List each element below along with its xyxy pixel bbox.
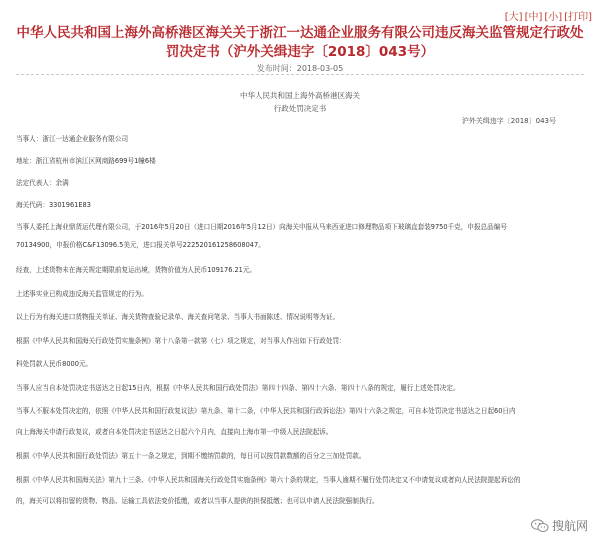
paragraph-facts-2: 70134900，申报价格C&F13096.5美元，进口报关单号222520161258608047。	[16, 241, 265, 249]
size-medium-link[interactable]: [中]	[524, 12, 543, 23]
publish-date: 发布时间：2018-03-05	[256, 64, 344, 73]
paragraph-customs-code: 海关代码：3301961E83	[16, 201, 91, 209]
doc-header-number: 沪外关缉违字〔2018〕043号	[461, 117, 556, 125]
size-large-link[interactable]: [大]	[504, 12, 523, 23]
page-title: 中华人民共和国上海外高桥港区海关关于浙江一达通企业服务有限公司违反海关监管规定行政处罚决定书（沪外关缉违字〔2018〕043号）	[16, 25, 584, 60]
paragraph-late-fee: 根据《中华人民共和国行政处罚法》第五十一条之规定，到期不缴纳罚款的，每日可以按罚款数额的百分之三加处罚款。	[16, 452, 366, 460]
paragraph-facts-1: 当事人委托上海业鼎货运代理有限公司，于2016年5月20日（进口日期2016年5月12日）向海关申报从马来西亚进口修理物品项下玻璃直套装9750千克，申报总品编号	[16, 223, 507, 231]
paragraph-address: 地址：浙江省杭州市滨江区网商路699号1幢6楼	[16, 157, 156, 165]
watermark-text: 搜航网	[551, 519, 588, 533]
paragraph-party: 当事人：浙江一达通企业服务有限公司	[16, 135, 129, 143]
paragraph-finding: 经查，上述货物未在海关规定期限前复运出境，货物价值为人民币109176.21元。	[16, 266, 257, 274]
paragraph-violation: 上述事实业已构成违反海关监管规定的行为。	[16, 290, 148, 298]
font-size-links	[503, 8, 592, 23]
paragraph-basis: 根据《中华人民共和国海关行政处罚实施条例》第十八条第一款第（七）项之规定，对当事人作出如下行政处罚：	[16, 337, 346, 345]
paragraph-enforcement-2: 的，海关可以将扣留的货物、物品、运输工具依法变价抵缴，或者以当事人提供的担保抵缴；也可以申请人民法院强制执行。	[16, 497, 379, 505]
print-link[interactable]: [打印]	[564, 12, 592, 23]
doc-header-org: 中华人民共和国上海外高桥港区海关	[240, 91, 360, 100]
paragraph-legal-rep: 法定代表人：余满	[16, 179, 69, 187]
divider	[16, 74, 584, 75]
paragraph-evidence: 以上行为有海关进口货物报关单证、海关货物查验记录单、海关查问笔录、当事人书面陈述、情况说明等为证。	[16, 313, 340, 321]
paragraph-payment: 当事人应当自本处罚决定书送达之日起15日内，根据《中华人民共和国行政处罚法》第四十四条、第四十六条、第四十八条的规定，履行上述处罚决定。	[16, 384, 460, 392]
wechat-icon	[531, 519, 549, 533]
size-small-link[interactable]: [小]	[544, 12, 563, 23]
paragraph-penalty: 科处罚款人民币8000元。	[16, 360, 93, 368]
watermark	[531, 517, 588, 534]
paragraph-appeal-2: 向上海海关申请行政复议，或者自本处罚决定书送达之日起六个月内，直接向上海市第一中级人民法院起诉。	[16, 428, 333, 436]
paragraph-enforcement-1: 根据《中华人民共和国海关法》第九十三条、《中华人民共和国海关行政处罚实施条例》第六十条的规定，当事人逾期不履行处罚决定又不申请复议或者向人民法院提起诉讼的	[16, 476, 521, 484]
doc-header-type: 行政处罚决定书	[273, 104, 327, 113]
paragraph-appeal-1: 当事人不服本处罚决定的，依照《中华人民共和国行政复议法》第九条、第十二条，《中华人民共和国行政诉讼法》第四十六条之规定，可自本处罚决定书送达之日起60日内	[16, 407, 516, 415]
